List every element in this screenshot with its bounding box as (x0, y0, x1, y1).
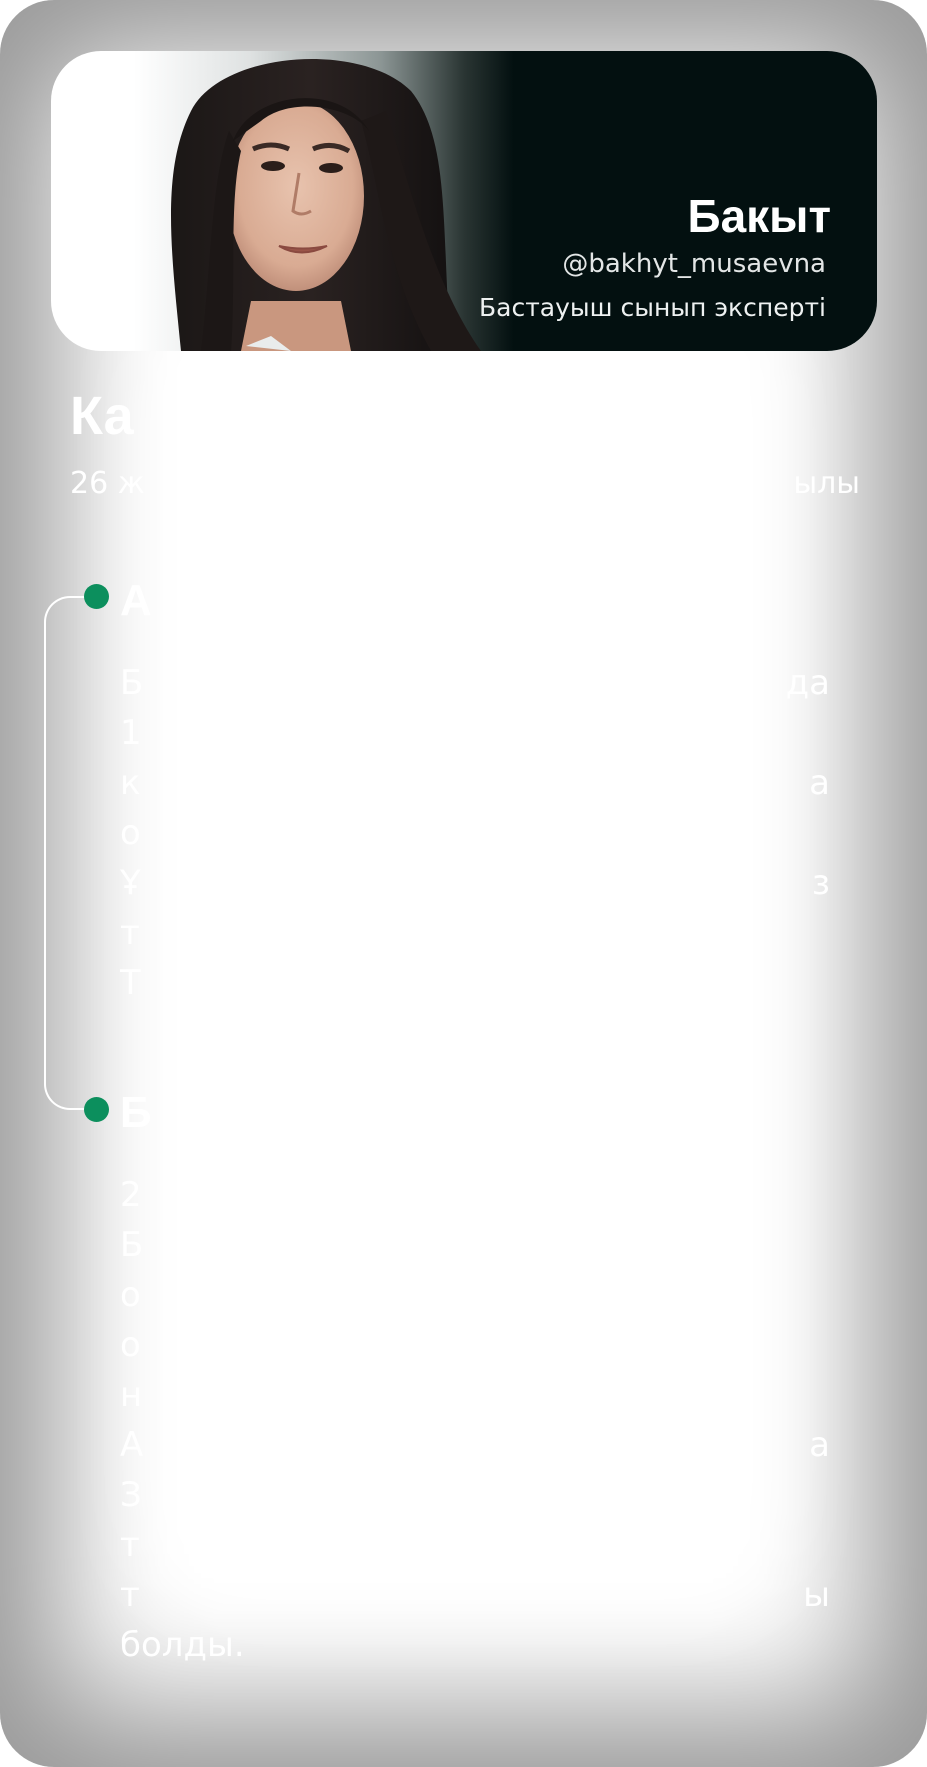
body-line: о (120, 1325, 141, 1365)
left-eye (261, 161, 285, 171)
profile-role: Бастауыш сынып эксперті (479, 293, 826, 322)
timeline-entry-body (120, 658, 830, 1008)
profile-banner[interactable] (51, 51, 877, 351)
body-line: т (120, 913, 140, 953)
body-line: Б (120, 1225, 144, 1265)
timeline-entry-title: А (120, 576, 152, 625)
body-line: Б да (120, 663, 830, 703)
right-eye (319, 163, 343, 173)
subline-end: ылы (793, 466, 860, 501)
timeline-entry-title: Б (120, 1088, 152, 1137)
body-line: 1 (120, 713, 142, 753)
body-line: о (120, 1275, 141, 1315)
timeline-dot (84, 1097, 109, 1122)
profile-handle[interactable]: @bakhyt_musaevna (562, 249, 826, 279)
body-line: о (120, 813, 141, 853)
body-line: 2 (120, 1175, 142, 1215)
body-line: т ы (120, 1575, 830, 1615)
story-subline (70, 466, 860, 501)
body-line: т (120, 1525, 140, 1565)
timeline-connector (44, 596, 94, 1110)
subline-start: 26 ж (70, 466, 145, 501)
timeline-dot (84, 584, 109, 609)
profile-photo (141, 51, 521, 351)
body-line: к а (120, 763, 830, 803)
profile-name: Бакыт (687, 190, 831, 242)
body-line: болды. (120, 1625, 245, 1665)
body-line: З (120, 1475, 142, 1515)
body-line: н (120, 1375, 143, 1415)
story-heading: Ка (70, 386, 134, 446)
timeline-entry-body (120, 1170, 830, 1670)
body-line: Ұ з (120, 863, 830, 903)
body-line: А а (120, 1425, 830, 1465)
body-line: Т (120, 963, 141, 1003)
